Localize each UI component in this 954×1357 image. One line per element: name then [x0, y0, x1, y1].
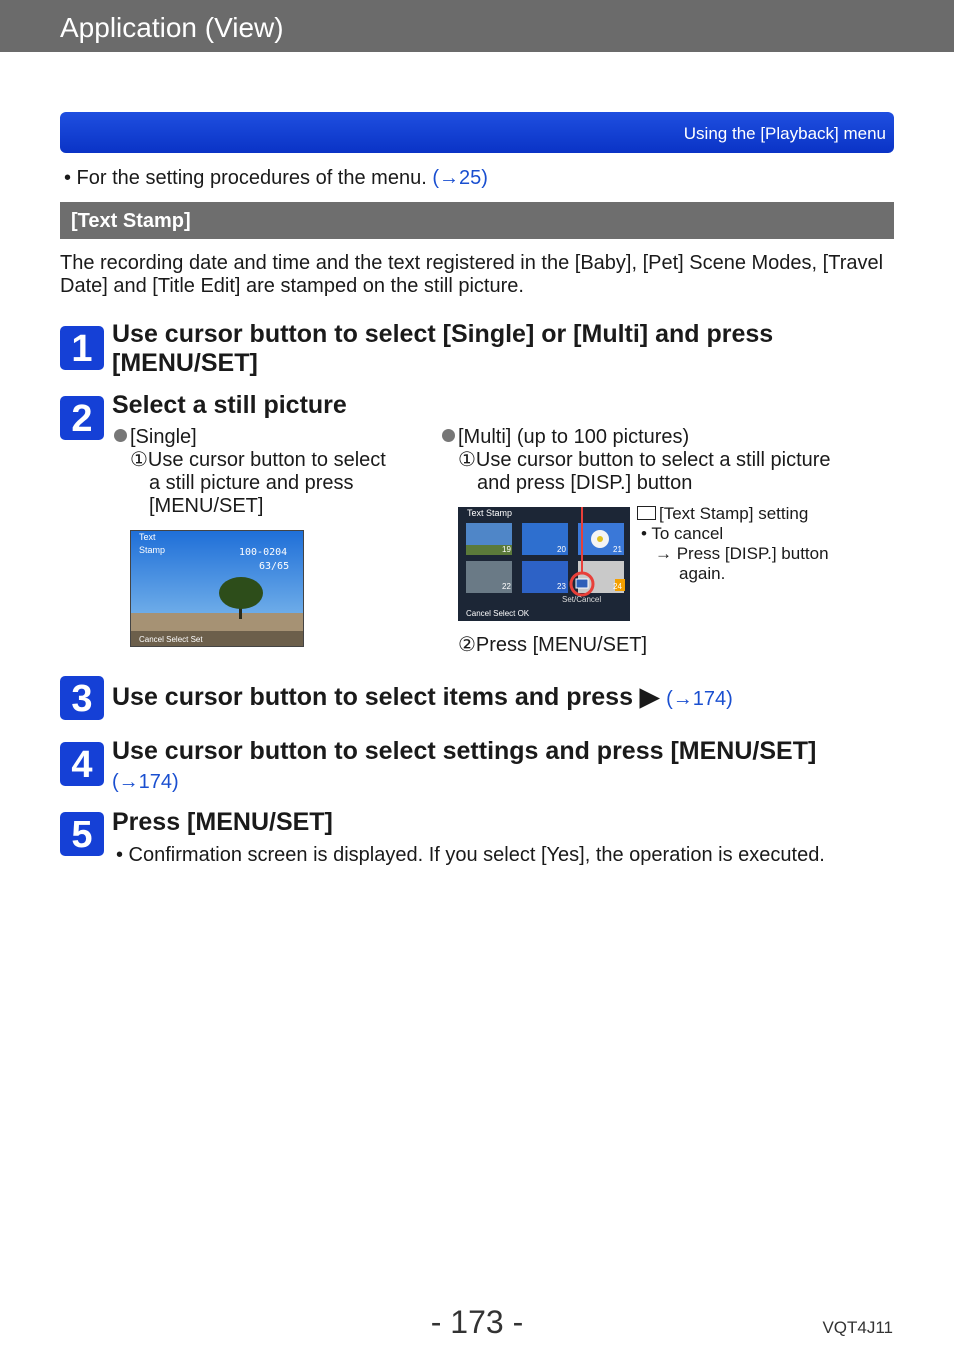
page-number: - 173 -	[430, 1304, 524, 1340]
multi-screen-n20: 20	[557, 545, 566, 554]
multi-callout	[637, 504, 867, 584]
multi-press: ②Press [MENU/SET]	[458, 634, 648, 656]
header-bar	[0, 0, 954, 52]
step-4-link[interactable]: (→174)	[112, 771, 179, 793]
single-screen-title1: Text	[139, 532, 156, 542]
single-screen-title2: Stamp	[139, 545, 166, 555]
step-5-note: • Confirmation screen is displayed. If you select [Yes], the operation is executed.	[116, 844, 825, 866]
step-3-title: Use cursor button to select items and press ▶	[112, 683, 660, 711]
single-screen-image	[130, 530, 304, 647]
step-3-link[interactable]: (→174)	[666, 688, 733, 710]
step-2-number: 2	[60, 396, 104, 440]
single-label: [Single]	[130, 426, 197, 448]
single-line1: ①Use cursor button to select	[130, 449, 386, 471]
single-line3: [MENU/SET]	[149, 495, 264, 517]
multi-screen-title: Text Stamp	[467, 508, 513, 518]
callout-line4: again.	[679, 564, 726, 583]
section-heading	[60, 202, 894, 239]
multi-screen-n21: 21	[613, 545, 622, 554]
step-2-title: Select a still picture	[112, 391, 347, 419]
step-1-title-line2: [MENU/SET]	[112, 349, 258, 377]
menu-note-text: • For the setting procedures of the menu.	[64, 167, 433, 189]
multi-line2: and press [DISP.] button	[477, 472, 693, 494]
step-1-title-line1: Use cursor button to select [Single] or [Multi] and press	[112, 320, 774, 348]
step-4-number: 4	[60, 742, 104, 786]
doc-code: VQT4J11	[822, 1318, 893, 1337]
menu-note-link[interactable]: (→25)	[432, 167, 488, 189]
step-3-number: 3	[60, 676, 104, 720]
multi-screen-image	[458, 507, 630, 621]
multi-screen-n23: 23	[557, 582, 566, 591]
text-stamp-icon	[637, 506, 656, 520]
single-screen-info1: 100-0204	[239, 547, 288, 558]
callout-line2: • To cancel	[641, 524, 724, 543]
multi-line1: ①Use cursor button to select a still picture	[458, 449, 831, 471]
callout-line1: [Text Stamp] setting	[659, 504, 809, 523]
multi-screen-n19: 19	[502, 545, 511, 554]
multi-label: [Multi] (up to 100 pictures)	[458, 426, 690, 448]
intro-text: The recording date and time and the text registered in the [Baby], [Pet] Scene Modes, [Travel Date] and [Title Edit] are stamped on the still picture.	[60, 252, 884, 297]
chapter-banner	[60, 112, 894, 153]
callout-line3: → Press [DISP.] button	[655, 544, 829, 563]
section-title: [Text Stamp]	[71, 210, 191, 232]
step-3-title-row	[112, 683, 733, 714]
step-1-title	[112, 320, 902, 378]
multi-screen-n24: 24	[613, 582, 622, 591]
single-option	[114, 426, 414, 518]
multi-screen-bottom: Cancel Select OK	[466, 609, 530, 618]
step-5-number: 5	[60, 812, 104, 856]
menu-note	[64, 167, 488, 190]
banner-label: Using the [Playback] menu	[683, 124, 886, 143]
step-5-title: Press [MENU/SET]	[112, 808, 333, 836]
single-screen-info2: 63/65	[259, 561, 290, 572]
single-line2: a still picture and press	[149, 472, 354, 494]
header-title: Application (View)	[60, 12, 284, 43]
step-1-number: 1	[60, 326, 104, 370]
single-screen-bottom: Cancel Select Set	[139, 635, 203, 644]
multi-option	[442, 426, 872, 495]
multi-screen-n22: 22	[502, 582, 511, 591]
bullet-icon	[114, 429, 127, 442]
multi-screen-setcancel: Set/Cancel	[562, 595, 602, 604]
bullet-icon	[442, 429, 455, 442]
step-4-title: Use cursor button to select settings and press [MENU/SET]	[112, 737, 817, 765]
